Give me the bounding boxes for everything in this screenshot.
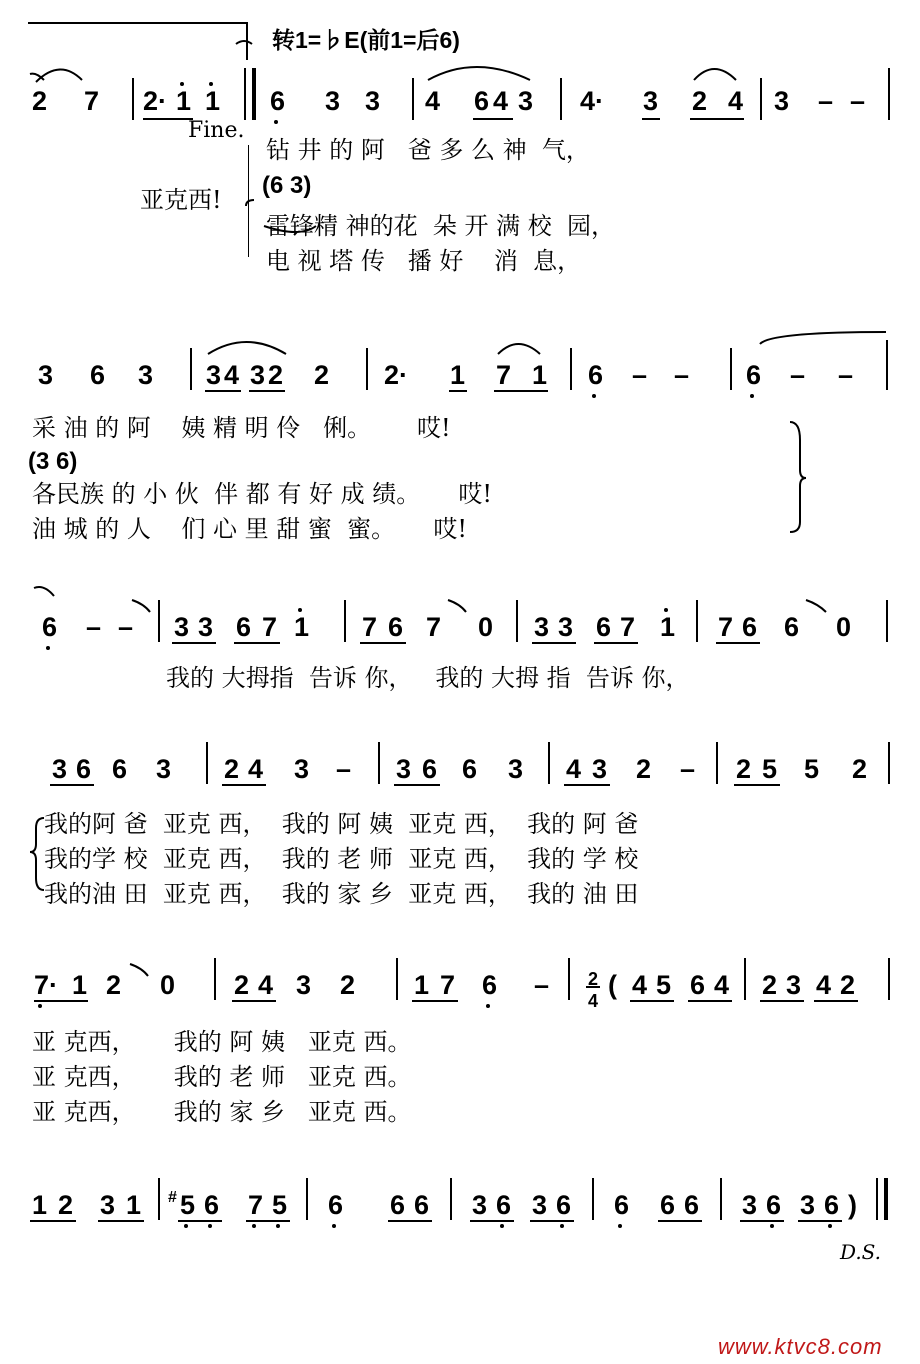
- lyric-line: 钻 井 的 阿 爸 多 么 神 气，: [266, 136, 590, 164]
- note: –: [674, 360, 690, 390]
- note: 7: [440, 970, 456, 1000]
- note: –: [534, 970, 550, 1000]
- note: 6: [204, 1190, 220, 1220]
- note: 1: [126, 1190, 142, 1220]
- lyric-paren: (3 6): [28, 448, 78, 475]
- fermata-arc: [236, 41, 252, 44]
- note: 6: [784, 612, 800, 642]
- note: 7: [362, 612, 378, 642]
- note: 1: [532, 360, 548, 390]
- note: 2: [32, 86, 48, 116]
- note: 2: [106, 970, 122, 1000]
- note: 3: [325, 86, 341, 116]
- lyric-paren: (6 3): [262, 172, 312, 199]
- lyric-line: 亚 克西， 我的 阿 姨 亚克 西。: [32, 1028, 412, 1056]
- note: 3: [198, 612, 214, 642]
- note: 4: [816, 970, 832, 1000]
- note: 7: [718, 612, 734, 642]
- note: 4: [258, 970, 274, 1000]
- tie: [448, 600, 466, 612]
- lyric-line: 亚 克西， 我的 老 师 亚克 西。: [32, 1063, 412, 1091]
- note: 6: [388, 612, 404, 642]
- time-signature-top: 2: [588, 969, 599, 989]
- note: 2: [852, 754, 868, 784]
- note: 4: [248, 754, 264, 784]
- lyric-line: 雷锋精 神的花 朵 开 满 校 园，: [266, 212, 616, 240]
- note: 7: [620, 612, 636, 642]
- note: 6: [328, 1190, 344, 1220]
- note: –: [680, 754, 696, 784]
- note: 3: [558, 612, 574, 642]
- brace: [246, 200, 254, 206]
- note: 3: [742, 1190, 758, 1220]
- note: 6: [556, 1190, 572, 1220]
- note: 3: [206, 360, 222, 390]
- slur: [694, 69, 736, 80]
- note: 6: [42, 612, 58, 642]
- note: 6: [474, 86, 490, 116]
- note: 4: [714, 970, 730, 1000]
- note: 3: [38, 360, 54, 390]
- lyric-line: 各民族 的 小 伙 伴 都 有 好 成 绩。 哎!: [32, 480, 493, 508]
- paren-close: ): [848, 1190, 857, 1220]
- note: 4: [224, 360, 240, 390]
- note: 6: [824, 1190, 840, 1220]
- lyric-line: 我的阿 爸 亚克 西， 我的 阿 姨 亚克 西， 我的 阿 爸: [44, 810, 639, 838]
- note: 6: [496, 1190, 512, 1220]
- note: 3: [472, 1190, 488, 1220]
- note: 2: [58, 1190, 74, 1220]
- lyric-line: 电 视 塔 传 播 好 消 息，: [266, 247, 582, 275]
- note: –: [632, 360, 648, 390]
- note: –: [118, 612, 134, 642]
- note: 3: [800, 1190, 816, 1220]
- time-signature-bottom: 4: [588, 991, 599, 1011]
- lyric-line: 采 油 的 阿 姨 精 明 伶 俐。 哎!: [32, 414, 451, 442]
- note: 3: [786, 970, 802, 1000]
- lyric-line: 油 城 的 人 们 心 里 甜 蜜 蜜。 哎!: [32, 515, 467, 543]
- note: 2: [840, 970, 856, 1000]
- fine-mark: Fine.: [188, 118, 245, 143]
- note: 7: [426, 612, 442, 642]
- note: 6: [742, 612, 758, 642]
- ds-mark: D.S.: [840, 1240, 882, 1264]
- note: 4: [425, 86, 441, 116]
- note: 3: [138, 360, 154, 390]
- note: 7: [248, 1190, 264, 1220]
- tie: [132, 600, 150, 612]
- note: 2: [314, 360, 330, 390]
- watermark: www.ktvc8.com: [718, 1334, 883, 1359]
- key-change-label: 转1=♭E(前1=后6): [272, 27, 460, 53]
- note: 3: [294, 754, 310, 784]
- note: 3: [592, 754, 608, 784]
- paren-open: (: [608, 970, 617, 1000]
- note: 3: [508, 754, 524, 784]
- note: 3: [250, 360, 266, 390]
- tie: [130, 964, 148, 976]
- note: 6: [660, 1190, 676, 1220]
- lyric-line: 我的油 田 亚克 西， 我的 家 乡 亚克 西， 我的 油 田: [44, 880, 639, 908]
- note: 6: [684, 1190, 700, 1220]
- note: 2·: [143, 86, 168, 116]
- note: 7·: [34, 970, 59, 1000]
- note: 1: [32, 1190, 48, 1220]
- note: 6: [690, 970, 706, 1000]
- slur: [30, 74, 44, 80]
- note: 2·: [384, 360, 409, 390]
- note: 3: [365, 86, 381, 116]
- note: 0: [836, 612, 852, 642]
- lyric-line: 亚 克西， 我的 家 乡 亚克 西。: [32, 1098, 412, 1126]
- note: 5: [762, 754, 778, 784]
- note: –: [850, 86, 866, 116]
- note: –: [818, 86, 834, 116]
- note: 7: [496, 360, 512, 390]
- lyric-line: 我的 大拇指 告诉 你， 我的 大拇 指 告诉 你，: [166, 664, 690, 692]
- note: 6: [588, 360, 604, 390]
- note: 6: [76, 754, 92, 784]
- note: 2: [234, 970, 250, 1000]
- note: 3: [774, 86, 790, 116]
- note: 1: [294, 612, 310, 642]
- note: 1: [72, 970, 88, 1000]
- slur: [498, 344, 540, 354]
- note: 3: [518, 86, 534, 116]
- note: 2: [224, 754, 240, 784]
- sharp-sign: #: [168, 1189, 177, 1206]
- tie: [760, 332, 886, 344]
- brace-right: [790, 422, 806, 532]
- note: 2: [762, 970, 778, 1000]
- note: 6: [390, 1190, 406, 1220]
- note: 2: [340, 970, 356, 1000]
- note: 6: [482, 970, 498, 1000]
- tie: [34, 587, 54, 596]
- note: –: [336, 754, 352, 784]
- note: 2: [268, 360, 284, 390]
- lyric-underline: [264, 226, 316, 232]
- note: 1: [414, 970, 430, 1000]
- note: 6: [462, 754, 478, 784]
- note: 4·: [580, 86, 605, 116]
- note: 7: [84, 86, 100, 116]
- note: 1: [176, 86, 192, 116]
- note: 0: [160, 970, 176, 1000]
- note: 3: [396, 754, 412, 784]
- note: 6: [614, 1190, 630, 1220]
- note: 4: [728, 86, 744, 116]
- note: 0: [478, 612, 494, 642]
- note: –: [838, 360, 854, 390]
- note: 6: [766, 1190, 782, 1220]
- slur: [208, 342, 286, 354]
- note: 6: [270, 86, 286, 116]
- tie: [806, 600, 826, 612]
- note: 7: [262, 612, 278, 642]
- note: 6: [422, 754, 438, 784]
- note: 3: [100, 1190, 116, 1220]
- note: 2: [736, 754, 752, 784]
- note: 5: [272, 1190, 288, 1220]
- brace-left: [30, 818, 44, 890]
- note: 3: [643, 86, 659, 116]
- note: –: [790, 360, 806, 390]
- note: 1: [660, 612, 676, 642]
- note: 3: [534, 612, 550, 642]
- note: 6: [90, 360, 106, 390]
- note: 6: [746, 360, 762, 390]
- note: 6: [414, 1190, 430, 1220]
- note: 3: [52, 754, 68, 784]
- note: 5: [804, 754, 820, 784]
- note: 4: [493, 86, 509, 116]
- note: 6: [112, 754, 128, 784]
- note: 3: [532, 1190, 548, 1220]
- note: 4: [632, 970, 648, 1000]
- note: 3: [296, 970, 312, 1000]
- note: 1: [450, 360, 466, 390]
- note: 1: [205, 86, 221, 116]
- note: 6: [596, 612, 612, 642]
- note: 6: [236, 612, 252, 642]
- note: 5: [180, 1190, 196, 1220]
- lyric-prefix: 亚克西!: [140, 186, 222, 214]
- note: 3: [174, 612, 190, 642]
- lyric-line: 我的学 校 亚克 西， 我的 老 师 亚克 西， 我的 学 校: [44, 845, 639, 873]
- note: 2: [692, 86, 708, 116]
- slur: [428, 67, 530, 80]
- note: 2: [636, 754, 652, 784]
- note: –: [86, 612, 102, 642]
- note: 4: [566, 754, 582, 784]
- note: 5: [656, 970, 672, 1000]
- note: 3: [156, 754, 172, 784]
